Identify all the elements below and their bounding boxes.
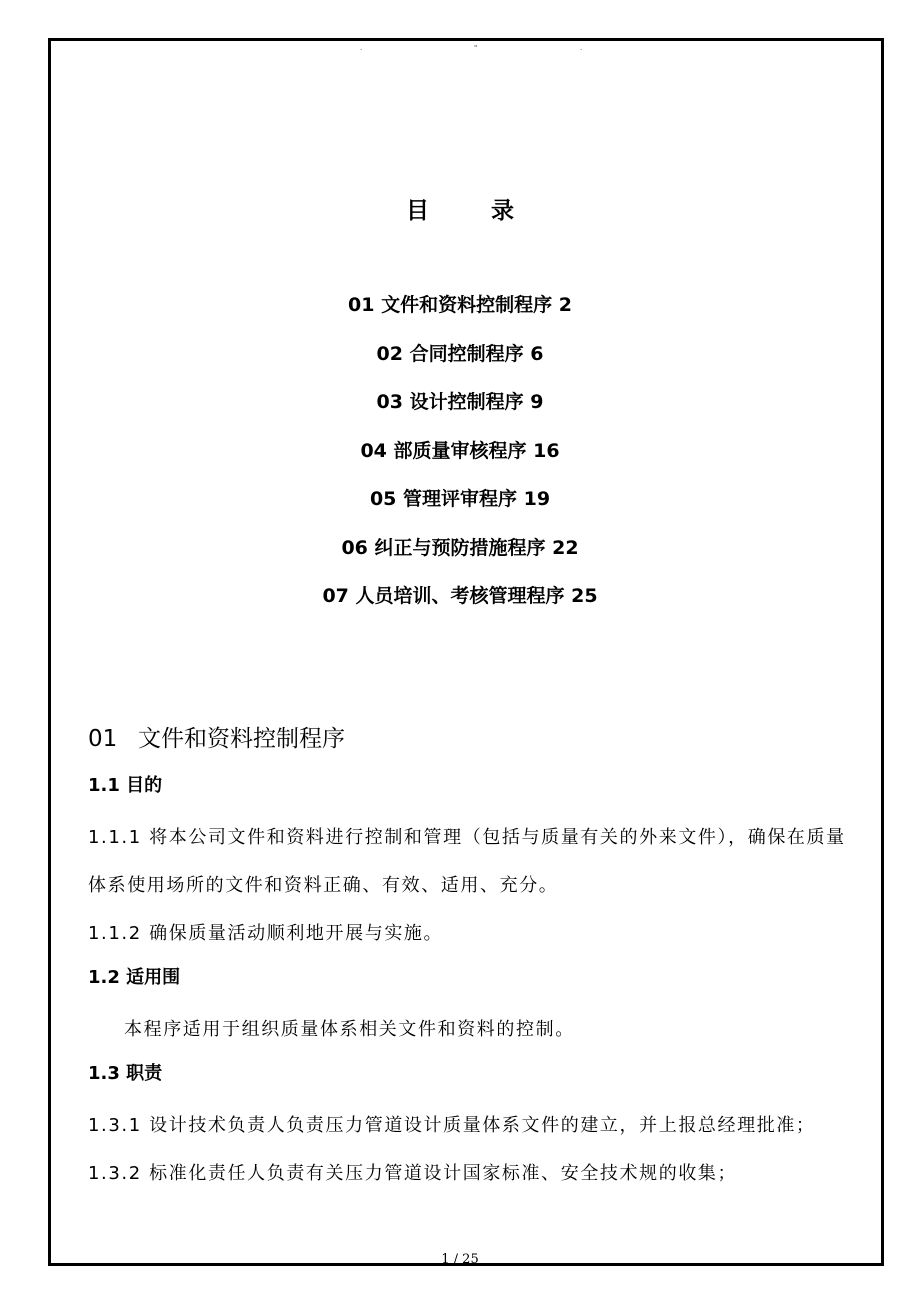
header-marks <box>0 44 920 54</box>
header-mark: . <box>580 44 583 52</box>
section-heading <box>88 718 858 766</box>
subsection-heading: 1.3 职责 <box>88 1063 163 1084</box>
toc-entry[interactable]: 05 管理评审程序 19 <box>369 488 551 510</box>
toc-entry[interactable]: 03 设计控制程序 9 <box>376 391 544 413</box>
toc-entry[interactable]: 04 部质量审核程序 16 <box>360 439 560 462</box>
toc-entry[interactable]: 01 文件和资料控制程序 2 <box>348 294 572 316</box>
section-number: 01 <box>88 726 118 752</box>
toc-title: 目录 <box>406 198 576 224</box>
subsection-heading: 1.1 目的 <box>88 775 163 796</box>
paragraph: 1.3.2 标准化责任人负责有关压力管道设计国家标准、安全技术规的收集； <box>88 1163 738 1184</box>
paragraph: 1.1.2 确保质量活动顺利地开展与实施。 <box>88 923 444 944</box>
paragraph: 本程序适用于组织质量体系相关文件和资料的控制。 <box>124 1019 575 1040</box>
toc-entry[interactable]: 07 人员培训、考核管理程序 25 <box>322 585 598 607</box>
document-body <box>88 718 858 1198</box>
paragraph: 1.3.1 设计技术负责人负责压力管道设计质量体系文件的建立，并上报总经理批准； <box>88 1115 816 1136</box>
header-mark: " <box>474 44 478 52</box>
subsection-heading: 1.2 适用围 <box>88 967 181 988</box>
page-number: 1 / 25 <box>441 1252 479 1267</box>
header-mark: . <box>360 44 363 52</box>
paragraph: 1.1.1 将本公司文件和资料进行控制和管理（包括与质量有关的外来文件），确保在质量体系使用场所的文件和资料正确、有效、适用、充分。 <box>88 827 846 896</box>
toc-entry[interactable]: 06 纠正与预防措施程序 22 <box>341 536 579 559</box>
table-of-contents <box>0 288 920 628</box>
section-title: 文件和资料控制程序 <box>138 726 345 752</box>
toc-entry[interactable]: 02 合同控制程序 6 <box>376 342 544 365</box>
